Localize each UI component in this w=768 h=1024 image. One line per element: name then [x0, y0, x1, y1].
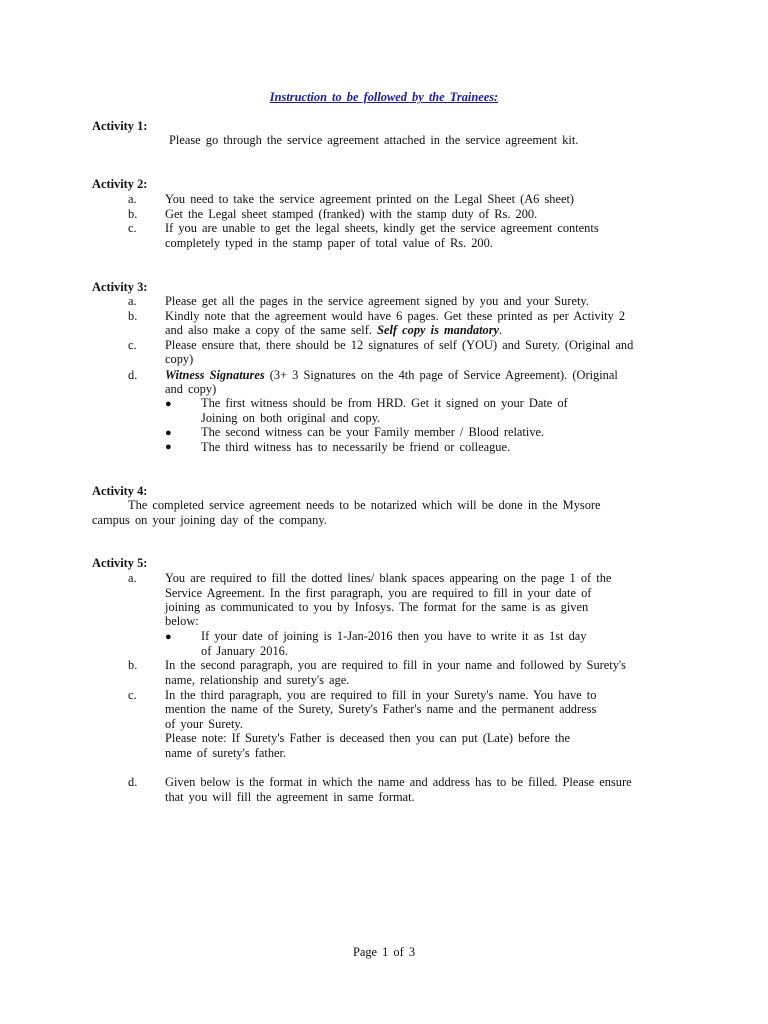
activity-1-heading: Activity 1: — [92, 119, 148, 133]
activity-4-line-2: campus on your joining day of the company. — [92, 513, 327, 527]
activity-5-item-b-line-2: name, relationship and surety's age. — [165, 673, 350, 687]
activity-2-marker-a: a. — [128, 192, 137, 206]
document-title: Instruction to be followed by the Trainees: — [269, 90, 499, 104]
activity-5-item-c-line-3: of your Surety. — [165, 717, 243, 731]
activity-3-item-b-line-2 — [165, 323, 502, 338]
activity-2-item-b: Get the Legal sheet stamped (franked) with the stamp duty of Rs. 200. — [165, 207, 538, 221]
activity-5-heading: Activity 5: — [92, 556, 148, 570]
activity-3-item-b-post: . — [499, 323, 503, 337]
activity-5-item-c-line-4: Please note: If Surety's Father is deceased then you can put (Late) before the — [165, 731, 570, 745]
activity-4-heading: Activity 4: — [92, 484, 148, 498]
witness-1-line-2: Joining on both original and copy. — [201, 411, 381, 425]
activity-5-marker-c: c. — [128, 688, 137, 702]
bullet-icon: ● — [165, 427, 172, 439]
activity-5-item-a-line-2: Service Agreement. In the first paragraph, you are required to fill in your date of — [165, 586, 592, 600]
activity-4-line-1: The completed service agreement needs to be notarized which will be done in the Mysore — [128, 498, 601, 512]
witness-3-line: The third witness has to necessarily be friend or colleague. — [201, 440, 511, 454]
bullet-icon: ● — [165, 631, 172, 643]
activity-3-item-d-line-1 — [165, 368, 618, 383]
activity-2-item-a: You need to take the service agreement printed on the Legal Sheet (A6 sheet) — [165, 192, 575, 206]
activity-3-item-a: Please get all the pages in the service agreement signed by you and your Surety. — [165, 294, 589, 308]
activity-1-text: Please go through the service agreement attached in the service agreement kit. — [169, 133, 579, 147]
witness-2-line: The second witness can be your Family member / Blood relative. — [201, 425, 545, 439]
self-copy-mandatory-emphasis: Self copy is mandatory — [377, 323, 500, 337]
activity-2-marker-b: b. — [128, 207, 138, 221]
activity-5-item-c-line-1: In the third paragraph, you are required to fill in your Surety's name. You have to — [165, 688, 597, 702]
activity-3-item-b-pre: and also make a copy of the same self. — [165, 323, 372, 337]
activity-5-item-a-line-3: joining as communicated to you by Infosys. The format for the same is as given — [165, 600, 589, 614]
activity-2-marker-c: c. — [128, 221, 137, 235]
activity-2-item-c-line-1: If you are unable to get the legal sheets, kindly get the service agreement contents — [165, 221, 599, 235]
activity-3-marker-d: d. — [128, 368, 138, 382]
activity-5-item-d-line-2: that you will fill the agreement in same format. — [165, 790, 415, 804]
activity-2-item-c-line-2: completely typed in the stamp paper of total value of Rs. 200. — [165, 236, 493, 250]
activity-3-item-d-line-2: and copy) — [165, 382, 217, 396]
date-format-line-1: If your date of joining is 1-Jan-2016 then you have to write it as 1st day — [201, 629, 587, 643]
activity-5-item-d-line-1: Given below is the format in which the name and address has to be filled. Please ensure — [165, 775, 632, 789]
activity-3-heading: Activity 3: — [92, 280, 148, 294]
activity-3-marker-b: b. — [128, 309, 138, 323]
activity-5-marker-a: a. — [128, 571, 137, 585]
activity-3-item-c-line-1: Please ensure that, there should be 12 signatures of self (YOU) and Surety. (Original and — [165, 338, 634, 352]
activity-5-marker-b: b. — [128, 658, 138, 672]
activity-5-item-c-line-5: name of surety's father. — [165, 746, 287, 760]
activity-3-marker-c: c. — [128, 338, 137, 352]
activity-2-heading: Activity 2: — [92, 177, 148, 191]
activity-5-item-a-line-4: below: — [165, 614, 199, 628]
activity-5-marker-d: d. — [128, 775, 138, 789]
page-number: Page 1 of 3 — [352, 945, 416, 959]
activity-3-item-b-line-1: Kindly note that the agreement would have 6 pages. Get these printed as per Activity 2 — [165, 309, 626, 323]
activity-3-item-c-line-2: copy) — [165, 352, 194, 366]
witness-signatures-emphasis: Witness Signatures — [165, 368, 265, 382]
activity-3-item-d-rest: (3+ 3 Signatures on the 4th page of Service Agreement). (Original — [264, 368, 618, 382]
date-format-line-2: of January 2016. — [201, 644, 288, 658]
activity-5-item-a-line-1: You are required to fill the dotted lines/ blank spaces appearing on the page 1 of the — [165, 571, 612, 585]
bullet-icon: ● — [165, 441, 172, 453]
bullet-icon: ● — [165, 398, 172, 410]
activity-3-marker-a: a. — [128, 294, 137, 308]
witness-1-line-1: The first witness should be from HRD. Get it signed on your Date of — [201, 396, 568, 410]
activity-5-item-b-line-1: In the second paragraph, you are required to fill in your name and followed by Surety's — [165, 658, 626, 672]
activity-5-item-c-line-2: mention the name of the Surety, Surety's Father's name and the permanent address — [165, 702, 597, 716]
